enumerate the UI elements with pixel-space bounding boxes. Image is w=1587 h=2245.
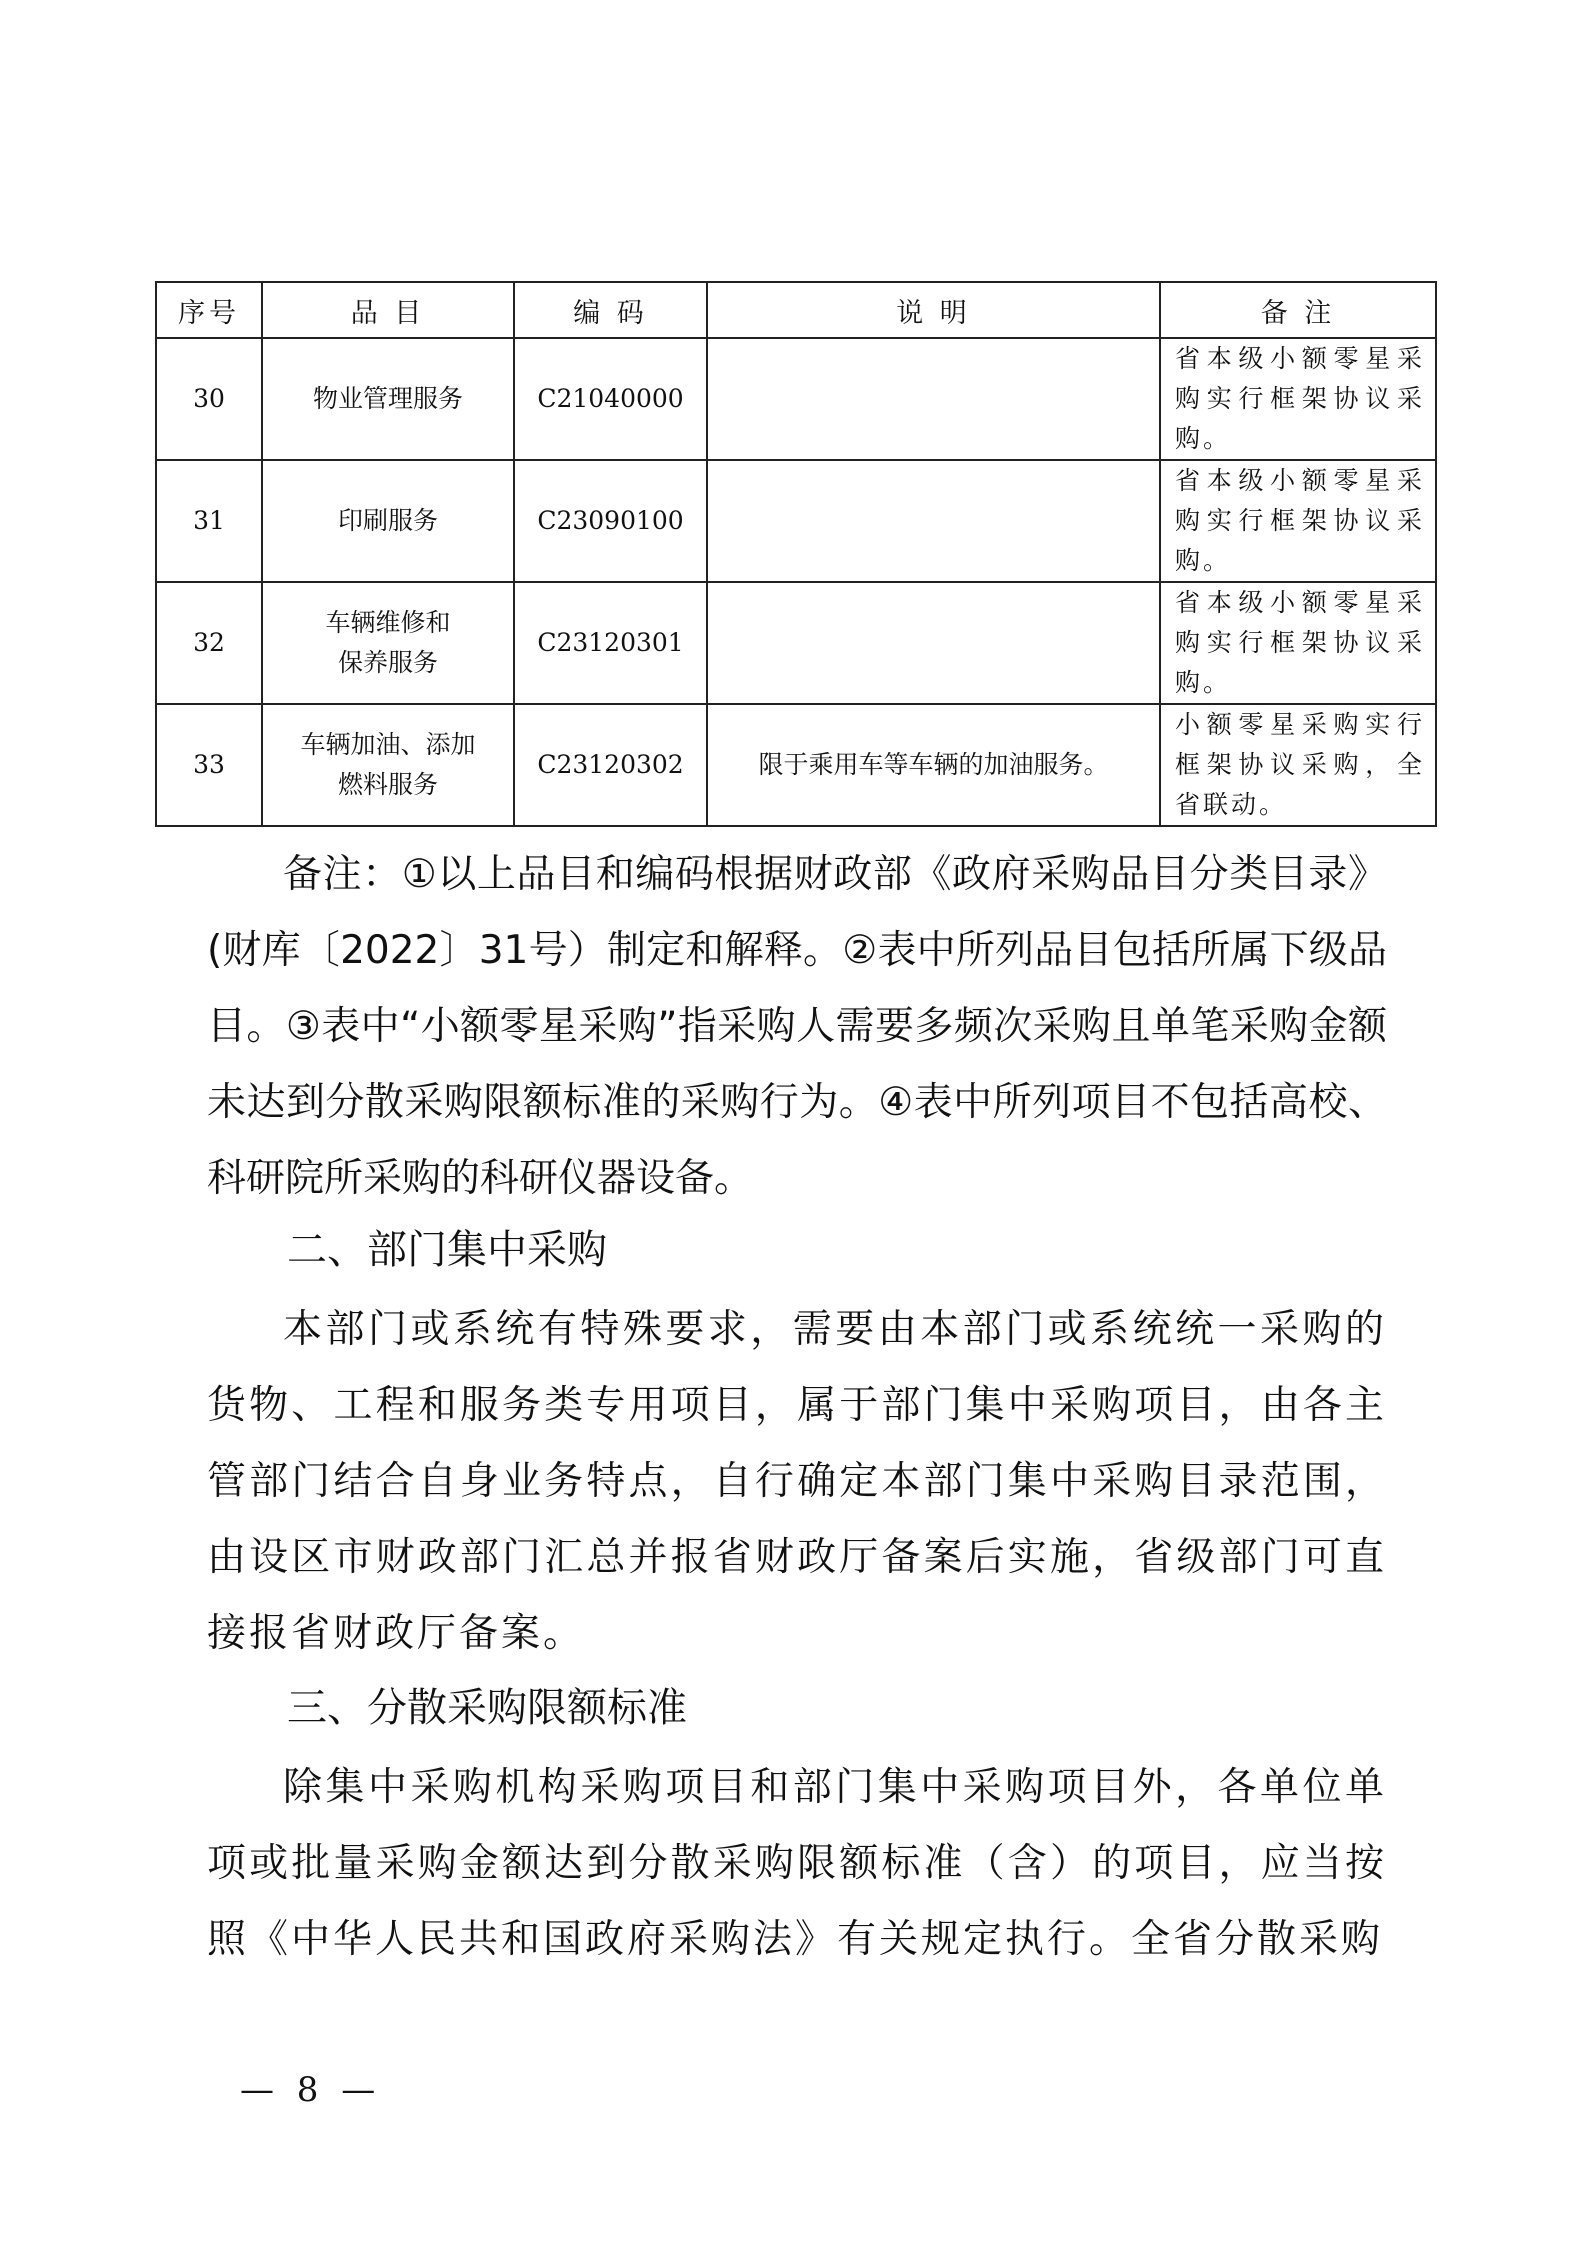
procurement-catalog-table xyxy=(155,281,1437,827)
item-name: 车辆维修和保养服务 xyxy=(325,608,451,677)
section-body-threshold: 除集中采购机构采购项目和部门集中采购项目外，各单位单项或批量采购金额达到分散采购限额标准（含）的项目，应当按照《中华人民共和国政府采购法》有关规定执行。全省分散采购 xyxy=(207,1765,1387,1962)
header-serial: 序号 xyxy=(156,282,262,338)
cell-note: 省本级小额零星采购实行框架协议采购。 xyxy=(1160,460,1436,582)
cell-code: C23120301 xyxy=(514,582,707,704)
cell-item xyxy=(262,338,514,460)
header-note: 备 注 xyxy=(1160,282,1436,338)
cell-serial: 32 xyxy=(156,582,262,704)
cell-item xyxy=(262,582,514,704)
header-description: 说 明 xyxy=(707,282,1160,338)
table-row xyxy=(156,582,1436,704)
cell-description: 限于乘用车等车辆的加油服务。 xyxy=(707,704,1160,826)
table-row xyxy=(156,338,1436,460)
section-heading-dept-procurement: 二、部门集中采购 xyxy=(287,1227,607,1273)
cell-note: 小额零星采购实行框架协议采购，全省联动。 xyxy=(1160,704,1436,826)
item-name: 车辆加油、添加燃料服务 xyxy=(300,730,476,799)
section-heading-threshold: 三、分散采购限额标准 xyxy=(287,1685,687,1731)
cell-note: 省本级小额零星采购实行框架协议采购。 xyxy=(1160,582,1436,704)
page-number: — 8 — xyxy=(240,2070,382,2110)
table-row xyxy=(156,460,1436,582)
cell-item xyxy=(262,704,514,826)
cell-code: C23120302 xyxy=(514,704,707,826)
item-name: 印刷服务 xyxy=(337,506,438,535)
cell-serial: 30 xyxy=(156,338,262,460)
cell-item xyxy=(262,460,514,582)
cell-code: C23090100 xyxy=(514,460,707,582)
header-code: 编 码 xyxy=(514,282,707,338)
cell-note: 省本级小额零星采购实行框架协议采购。 xyxy=(1160,338,1436,460)
header-item: 品 目 xyxy=(262,282,514,338)
table-row xyxy=(156,704,1436,826)
cell-description xyxy=(707,582,1160,704)
table-remark: 备注：①以上品目和编码根据财政部《政府采购品目分类目录》(财库〔2022〕31号）制定和解释。②表中所列品目包括所属下级品目。③表中“小额零星采购”指采购人需要多频次采购且单笔采购金额未达到分散采购限额标准的采购行为。④表中所列项目不包括高校、科研院所采购的科研仪器设备。 xyxy=(207,852,1387,1201)
cell-serial: 31 xyxy=(156,460,262,582)
cell-description xyxy=(707,338,1160,460)
cell-description xyxy=(707,460,1160,582)
table-header-row xyxy=(156,282,1436,338)
cell-code: C21040000 xyxy=(514,338,707,460)
section-body-dept-procurement: 本部门或系统有特殊要求，需要由本部门或系统统一采购的货物、工程和服务类专用项目，属于部门集中采购项目，由各主管部门结合自身业务特点，自行确定本部门集中采购目录范围，由设区市财政部门汇总并报省财政厅备案后实施，省级部门可直接报省财政厅备案。 xyxy=(207,1307,1387,1656)
item-name: 物业管理服务 xyxy=(312,384,463,413)
cell-serial: 33 xyxy=(156,704,262,826)
